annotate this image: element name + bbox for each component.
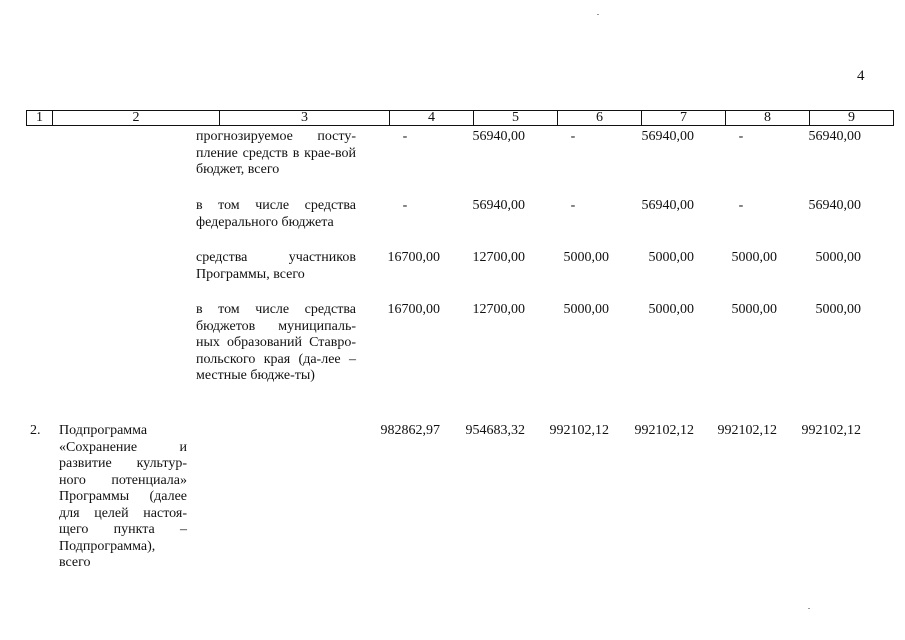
header-col-7: 7 [642,111,726,126]
value-col-5: 12700,00 [472,250,525,265]
header-col-6: 6 [558,111,642,126]
scan-speck [808,608,810,609]
value-col-4: 982862,97 [380,423,440,438]
value-col-9: 5000,00 [815,250,861,265]
row-description: в том числе средства бюджетов муниципаль-ных образований Ставро-польского края (да-лее – местные бюдже-ты) [196,302,356,383]
value-col-4: - [402,129,408,144]
value-col-5: 12700,00 [472,302,525,317]
value-col-8: - [738,198,744,213]
column-number-header [26,110,894,126]
value-col-6: - [570,129,576,144]
header-col-2: 2 [53,111,220,126]
value-col-6: - [570,198,576,213]
value-col-7: 5000,00 [648,250,694,265]
value-col-6: 5000,00 [563,250,609,265]
scan-speck [597,14,599,15]
header-col-1: 1 [27,111,53,126]
value-col-8: 992102,12 [717,423,777,438]
value-col-7: 56940,00 [641,198,694,213]
row-description: в том числе средства федерального бюджета [196,198,356,230]
value-col-8: 5000,00 [731,250,777,265]
value-col-9: 5000,00 [815,302,861,317]
value-col-4: 16700,00 [387,250,440,265]
value-col-8: - [738,129,744,144]
header-col-9: 9 [810,111,894,126]
header-col-3: 3 [220,111,390,126]
value-col-7: 56940,00 [641,129,694,144]
value-col-9: 992102,12 [801,423,861,438]
value-col-9: 56940,00 [808,129,861,144]
header-col-4: 4 [390,111,474,126]
value-col-5: 56940,00 [472,129,525,144]
value-col-8: 5000,00 [731,302,777,317]
value-col-5: 954683,32 [465,423,525,438]
header-col-5: 5 [474,111,558,126]
value-col-7: 992102,12 [634,423,694,438]
row-description: прогнозируемое посту-пление средств в крае-вой бюджет, всего [196,129,356,177]
page-number: 4 [857,68,865,84]
header-col-8: 8 [726,111,810,126]
value-col-4: 16700,00 [387,302,440,317]
subprogram-name: Подпрограмма «Сохранение и развитие культур-ного потенциала» Программы (далее для целей настоя-щего пункта – Подпрограмма), всего [59,423,187,570]
row-number: 2. [30,423,41,438]
value-col-6: 5000,00 [563,302,609,317]
value-col-4: - [402,198,408,213]
value-col-7: 5000,00 [648,302,694,317]
value-col-5: 56940,00 [472,198,525,213]
value-col-6: 992102,12 [549,423,609,438]
value-col-9: 56940,00 [808,198,861,213]
row-description: средства участников Программы, всего [196,250,356,282]
